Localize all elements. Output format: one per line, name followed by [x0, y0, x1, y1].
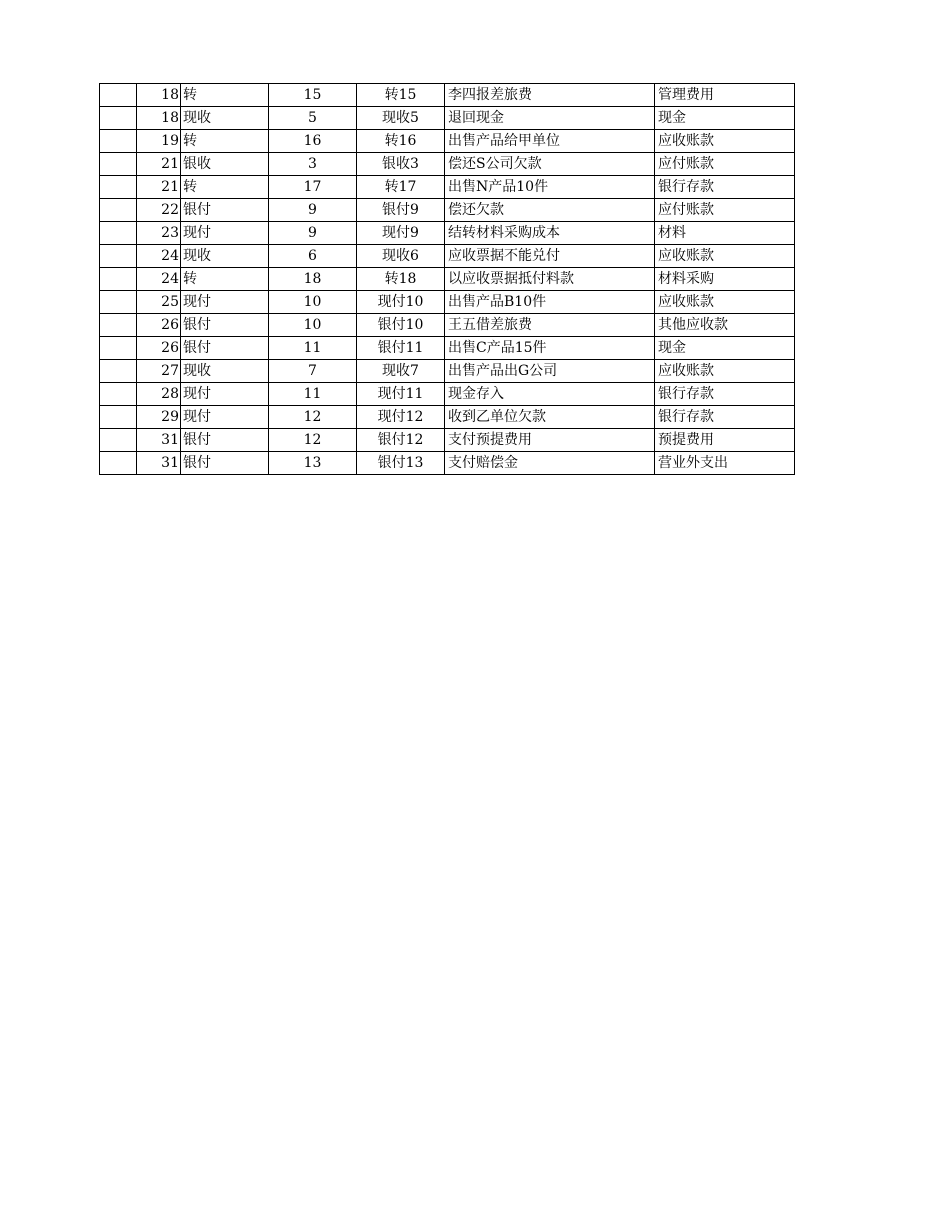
description-cell: 偿还S公司欠款 — [445, 153, 655, 176]
voucher-number-cell: 5 — [269, 107, 357, 130]
description-cell: 支付预提费用 — [445, 429, 655, 452]
voucher-type-cell: 转 — [181, 268, 269, 291]
table-row — [100, 452, 795, 475]
account-cell: 应收账款 — [655, 291, 795, 314]
voucher-number-cell: 9 — [269, 199, 357, 222]
table-row — [100, 199, 795, 222]
account-cell: 银行存款 — [655, 406, 795, 429]
voucher-type-cell: 现付 — [181, 222, 269, 245]
voucher-type-cell: 银付 — [181, 314, 269, 337]
voucher-ref-cell: 银付9 — [357, 199, 445, 222]
description-cell: 出售产品给甲单位 — [445, 130, 655, 153]
account-cell: 材料采购 — [655, 268, 795, 291]
voucher-number-cell: 10 — [269, 314, 357, 337]
voucher-ref-cell: 银付13 — [357, 452, 445, 475]
table-row — [100, 429, 795, 452]
voucher-type-cell: 现付 — [181, 291, 269, 314]
voucher-ref-cell: 转15 — [357, 84, 445, 107]
day-cell: 18 — [137, 84, 181, 107]
voucher-type-cell: 转 — [181, 130, 269, 153]
voucher-ref-cell: 现付9 — [357, 222, 445, 245]
account-cell: 营业外支出 — [655, 452, 795, 475]
voucher-type-cell: 现收 — [181, 360, 269, 383]
day-cell: 26 — [137, 314, 181, 337]
day-cell: 22 — [137, 199, 181, 222]
voucher-type-cell: 银付 — [181, 337, 269, 360]
row-blank-cell — [100, 452, 137, 475]
row-blank-cell — [100, 360, 137, 383]
table-row — [100, 383, 795, 406]
voucher-type-cell: 转 — [181, 176, 269, 199]
voucher-number-cell: 18 — [269, 268, 357, 291]
voucher-type-cell: 银付 — [181, 429, 269, 452]
voucher-type-cell: 银付 — [181, 199, 269, 222]
voucher-number-cell: 6 — [269, 245, 357, 268]
voucher-type-cell: 现付 — [181, 383, 269, 406]
account-cell: 管理费用 — [655, 84, 795, 107]
account-cell: 应付账款 — [655, 199, 795, 222]
voucher-ref-cell: 银收3 — [357, 153, 445, 176]
table-row — [100, 337, 795, 360]
description-cell: 李四报差旅费 — [445, 84, 655, 107]
voucher-number-cell: 11 — [269, 337, 357, 360]
row-blank-cell — [100, 406, 137, 429]
description-cell: 出售产品B10件 — [445, 291, 655, 314]
table-row — [100, 107, 795, 130]
voucher-ref-cell: 现付12 — [357, 406, 445, 429]
day-cell: 21 — [137, 176, 181, 199]
row-blank-cell — [100, 153, 137, 176]
voucher-number-cell: 13 — [269, 452, 357, 475]
description-cell: 现金存入 — [445, 383, 655, 406]
row-blank-cell — [100, 107, 137, 130]
row-blank-cell — [100, 314, 137, 337]
row-blank-cell — [100, 383, 137, 406]
voucher-number-cell: 11 — [269, 383, 357, 406]
description-cell: 应收票据不能兑付 — [445, 245, 655, 268]
row-blank-cell — [100, 291, 137, 314]
description-cell: 出售产品出G公司 — [445, 360, 655, 383]
day-cell: 21 — [137, 153, 181, 176]
account-cell: 应收账款 — [655, 130, 795, 153]
voucher-number-cell: 10 — [269, 291, 357, 314]
day-cell: 27 — [137, 360, 181, 383]
description-cell: 偿还欠款 — [445, 199, 655, 222]
voucher-ref-cell: 现收5 — [357, 107, 445, 130]
day-cell: 31 — [137, 429, 181, 452]
voucher-number-cell: 7 — [269, 360, 357, 383]
table-row — [100, 268, 795, 291]
day-cell: 25 — [137, 291, 181, 314]
day-cell: 24 — [137, 268, 181, 291]
voucher-number-cell: 15 — [269, 84, 357, 107]
table-row — [100, 360, 795, 383]
voucher-type-cell: 银收 — [181, 153, 269, 176]
account-cell: 银行存款 — [655, 176, 795, 199]
row-blank-cell — [100, 268, 137, 291]
voucher-ref-cell: 现付10 — [357, 291, 445, 314]
table-row — [100, 153, 795, 176]
table-row — [100, 291, 795, 314]
description-cell: 以应收票据抵付料款 — [445, 268, 655, 291]
day-cell: 24 — [137, 245, 181, 268]
voucher-table — [99, 83, 795, 475]
row-blank-cell — [100, 176, 137, 199]
account-cell: 应收账款 — [655, 360, 795, 383]
row-blank-cell — [100, 337, 137, 360]
table-row — [100, 406, 795, 429]
table-row — [100, 314, 795, 337]
day-cell: 29 — [137, 406, 181, 429]
voucher-type-cell: 现付 — [181, 406, 269, 429]
voucher-type-cell: 银付 — [181, 452, 269, 475]
description-cell: 退回现金 — [445, 107, 655, 130]
description-cell: 支付赔偿金 — [445, 452, 655, 475]
table-row — [100, 245, 795, 268]
day-cell: 18 — [137, 107, 181, 130]
row-blank-cell — [100, 199, 137, 222]
day-cell: 23 — [137, 222, 181, 245]
voucher-ref-cell: 现付11 — [357, 383, 445, 406]
account-cell: 材料 — [655, 222, 795, 245]
account-cell: 现金 — [655, 337, 795, 360]
voucher-number-cell: 12 — [269, 406, 357, 429]
description-cell: 出售N产品10件 — [445, 176, 655, 199]
voucher-ref-cell: 现收7 — [357, 360, 445, 383]
account-cell: 应付账款 — [655, 153, 795, 176]
row-blank-cell — [100, 245, 137, 268]
voucher-ref-cell: 银付10 — [357, 314, 445, 337]
table-row — [100, 176, 795, 199]
row-blank-cell — [100, 84, 137, 107]
voucher-ref-cell: 转18 — [357, 268, 445, 291]
row-blank-cell — [100, 222, 137, 245]
description-cell: 收到乙单位欠款 — [445, 406, 655, 429]
voucher-ref-cell: 现收6 — [357, 245, 445, 268]
voucher-type-cell: 现收 — [181, 107, 269, 130]
table-row — [100, 130, 795, 153]
voucher-number-cell: 16 — [269, 130, 357, 153]
voucher-number-cell: 9 — [269, 222, 357, 245]
day-cell: 26 — [137, 337, 181, 360]
row-blank-cell — [100, 130, 137, 153]
voucher-number-cell: 17 — [269, 176, 357, 199]
account-cell: 应收账款 — [655, 245, 795, 268]
day-cell: 31 — [137, 452, 181, 475]
account-cell: 现金 — [655, 107, 795, 130]
voucher-ref-cell: 转17 — [357, 176, 445, 199]
day-cell: 28 — [137, 383, 181, 406]
description-cell: 王五借差旅费 — [445, 314, 655, 337]
table-row — [100, 84, 795, 107]
row-blank-cell — [100, 429, 137, 452]
voucher-number-cell: 3 — [269, 153, 357, 176]
voucher-type-cell: 现收 — [181, 245, 269, 268]
voucher-ref-cell: 转16 — [357, 130, 445, 153]
description-cell: 结转材料采购成本 — [445, 222, 655, 245]
day-cell: 19 — [137, 130, 181, 153]
voucher-ref-cell: 银付12 — [357, 429, 445, 452]
account-cell: 银行存款 — [655, 383, 795, 406]
description-cell: 出售C产品15件 — [445, 337, 655, 360]
table-row — [100, 222, 795, 245]
voucher-rows — [100, 84, 795, 475]
voucher-type-cell: 转 — [181, 84, 269, 107]
account-cell: 预提费用 — [655, 429, 795, 452]
voucher-ref-cell: 银付11 — [357, 337, 445, 360]
account-cell: 其他应收款 — [655, 314, 795, 337]
voucher-number-cell: 12 — [269, 429, 357, 452]
